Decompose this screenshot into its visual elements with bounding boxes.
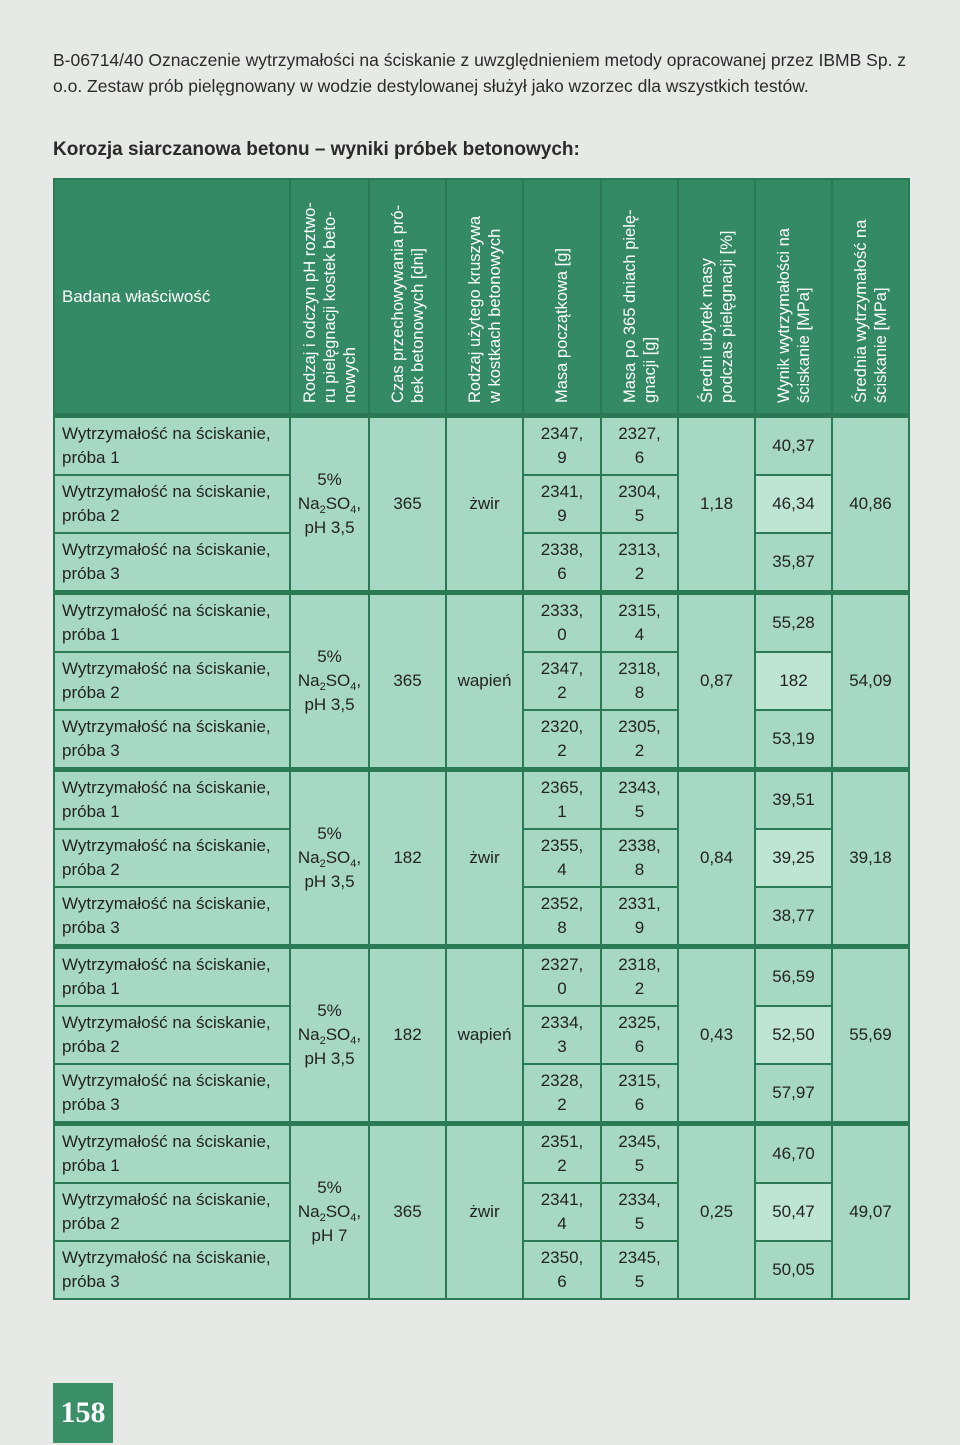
property-cell [54,710,290,770]
mass-loss-cell: 0,43 [678,947,755,1124]
mass-after-cell [601,652,678,710]
mass-after-value: 2313, 2 [618,540,661,583]
formula-so: SO [325,671,351,690]
header-mean-strength [832,179,909,416]
formula-sub-2: 2 [319,1035,326,1047]
initial-mass-cell [523,829,601,887]
formula-comma: , [356,1025,362,1044]
initial-mass-value: 2352, 8 [540,894,584,937]
storage-days-cell: 182 [369,947,446,1124]
formula-na: Na [297,848,320,867]
table-row [54,1124,909,1184]
aggregate-cell: żwir [446,416,523,593]
formula-comma: , [356,1202,362,1221]
property-label: Wytrzymałość na ściskanie, próba 3 [62,540,271,583]
mass-after-value: 2343, 5 [618,778,661,821]
strength-cell: 50,47 [755,1183,832,1241]
table-body [54,416,909,1300]
environment-formula [291,1200,368,1224]
table-row [54,947,909,1007]
section-title: Korozja siarczanowa betonu – wyniki próbek betonowych: [53,139,580,160]
environment-ph: pH 7 [311,1226,348,1245]
mass-after-value: 2305, 2 [618,717,661,760]
mass-after-cell [601,1006,678,1064]
initial-mass-cell [523,710,601,770]
environment-formula [291,669,368,693]
storage-days-cell: 365 [369,593,446,770]
property-label: Wytrzymałość na ściskanie, próba 3 [62,1248,271,1291]
header-mass-loss-label: Średni ubytek masy podczas pielęgnacji [%] [697,230,736,403]
initial-mass-value: 2365, 1 [540,778,584,821]
property-cell [54,1006,290,1064]
mass-loss-cell: 0,87 [678,593,755,770]
mass-loss-cell: 0,25 [678,1124,755,1300]
initial-mass-cell [523,1183,601,1241]
table-row [54,416,909,476]
initial-mass-cell [523,1241,601,1299]
formula-na: Na [297,671,320,690]
table-row [54,593,909,653]
initial-mass-value: 2351, 2 [540,1132,584,1175]
property-label: Wytrzymałość na ściskanie, próba 2 [62,659,271,702]
formula-so: SO [325,494,351,513]
property-cell [54,533,290,593]
property-cell [54,475,290,533]
mass-after-value: 2315, 4 [618,601,661,644]
property-cell [54,947,290,1007]
storage-days-cell: 365 [369,1124,446,1300]
header-strength [755,179,832,416]
property-cell [54,416,290,476]
mass-after-cell [601,887,678,947]
strength-cell: 57,97 [755,1064,832,1124]
mass-after-cell [601,947,678,1007]
initial-mass-cell [523,652,601,710]
formula-sub-2: 2 [319,504,326,516]
mean-strength-cell: 40,86 [832,416,909,593]
formula-sub-4: 4 [350,504,357,516]
header-property: Badana właściwość [54,179,290,416]
initial-mass-value: 2347, 2 [540,659,584,702]
mass-after-value: 2318, 8 [618,659,661,702]
mass-after-value: 2345, 5 [618,1132,661,1175]
formula-comma: , [356,494,362,513]
strength-cell: 50,05 [755,1241,832,1299]
mass-after-cell [601,1064,678,1124]
property-label: Wytrzymałość na ściskanie, próba 1 [62,424,271,467]
mass-after-cell [601,593,678,653]
storage-days-cell: 365 [369,416,446,593]
property-label: Wytrzymałość na ściskanie, próba 2 [62,482,271,525]
initial-mass-cell [523,947,601,1007]
environment-pct: 5% [317,1001,342,1020]
environment-ph: pH 3,5 [304,695,355,714]
formula-na: Na [297,1202,320,1221]
mass-after-value: 2315, 6 [618,1071,661,1114]
header-storage-time [369,179,446,416]
mass-after-value: 2304, 5 [618,482,661,525]
formula-sub-2: 2 [319,1212,326,1224]
environment-pct: 5% [317,824,342,843]
initial-mass-value: 2347, 9 [540,424,584,467]
mass-after-value: 2325, 6 [618,1013,661,1056]
environment-pct: 5% [317,1178,342,1197]
header-mean-strength-label: Średnia wytrzymałość na ściskanie [MPa] [851,219,890,403]
mean-strength-cell: 55,69 [832,947,909,1124]
property-label: Wytrzymałość na ściskanie, próba 2 [62,1013,271,1056]
strength-cell: 40,37 [755,416,832,476]
environment-cell [290,593,369,770]
strength-cell: 35,87 [755,533,832,593]
mass-after-cell [601,1124,678,1184]
formula-so: SO [325,1202,351,1221]
mean-strength-cell: 39,18 [832,770,909,947]
strength-cell: 182 [755,652,832,710]
initial-mass-value: 2327, 0 [540,955,584,998]
header-mass-after-label: Masa po 365 dniach pielę- gnacji [g] [620,208,659,403]
environment-ph: pH 3,5 [304,518,355,537]
mass-after-cell [601,710,678,770]
strength-cell: 46,34 [755,475,832,533]
mass-after-value: 2334, 5 [618,1190,661,1233]
formula-sub-2: 2 [319,858,326,870]
environment-cell [290,947,369,1124]
storage-days-cell: 182 [369,770,446,947]
mass-after-value: 2338, 8 [618,836,661,879]
mass-after-cell [601,533,678,593]
environment-pct: 5% [317,647,342,666]
page-number: 158 [53,1383,113,1443]
strength-cell: 46,70 [755,1124,832,1184]
formula-sub-4: 4 [350,681,357,693]
environment-ph: pH 3,5 [304,1049,355,1068]
environment-cell [290,1124,369,1300]
formula-comma: , [356,671,362,690]
results-table [53,178,910,1300]
mass-after-value: 2345, 5 [618,1248,661,1291]
environment-cell [290,770,369,947]
property-label: Wytrzymałość na ściskanie, próba 2 [62,1190,271,1233]
formula-comma: , [356,848,362,867]
header-storage-time-label: Czas przechowywania pró- bek betonowych [dni] [388,204,427,403]
property-cell [54,770,290,830]
property-cell [54,887,290,947]
mass-after-cell [601,1241,678,1299]
header-aggregate [446,179,523,416]
formula-na: Na [297,1025,320,1044]
initial-mass-cell [523,475,601,533]
mass-after-value: 2318, 2 [618,955,661,998]
mass-loss-cell: 1,18 [678,416,755,593]
strength-cell: 39,51 [755,770,832,830]
property-label: Wytrzymałość na ściskanie, próba 1 [62,601,271,644]
property-label: Wytrzymałość na ściskanie, próba 3 [62,717,271,760]
mass-after-cell [601,770,678,830]
initial-mass-cell [523,1064,601,1124]
initial-mass-value: 2341, 4 [540,1190,584,1233]
header-initial-mass [523,179,601,416]
property-label: Wytrzymałość na ściskanie, próba 3 [62,894,271,937]
formula-sub-4: 4 [350,858,357,870]
intro-paragraph: B-06714/40 Oznaczenie wytrzymałości na ściskanie z uwzględnieniem metody opracowanej przez IBMB Sp. z o.o. Zestaw prób pielęgnowany w wodzie destylowanej służył jako wzorzec dla wszystkich testów. [53,50,907,96]
initial-mass-value: 2338, 6 [540,540,584,583]
mass-loss-cell: 0,84 [678,770,755,947]
property-cell [54,829,290,887]
initial-mass-value: 2341, 9 [540,482,584,525]
initial-mass-value: 2320, 2 [540,717,584,760]
property-label: Wytrzymałość na ściskanie, próba 1 [62,1132,271,1175]
strength-cell: 38,77 [755,887,832,947]
property-cell [54,1064,290,1124]
mean-strength-cell: 54,09 [832,593,909,770]
property-label: Wytrzymałość na ściskanie, próba 2 [62,836,271,879]
mass-after-value: 2331, 9 [618,894,661,937]
property-label: Wytrzymałość na ściskanie, próba 1 [62,955,271,998]
strength-cell: 55,28 [755,593,832,653]
strength-cell: 53,19 [755,710,832,770]
mean-strength-cell: 49,07 [832,1124,909,1300]
environment-formula [291,846,368,870]
initial-mass-cell [523,770,601,830]
property-cell [54,593,290,653]
header-mass-loss [678,179,755,416]
property-cell [54,1241,290,1299]
environment-cell [290,416,369,593]
aggregate-cell: żwir [446,1124,523,1300]
aggregate-cell: wapień [446,593,523,770]
initial-mass-cell [523,1006,601,1064]
initial-mass-value: 2350, 6 [540,1248,584,1291]
property-cell [54,1124,290,1184]
header-aggregate-label: Rodzaj użytego kruszywa w kostkach betonowych [465,215,504,403]
header-environment [290,179,369,416]
initial-mass-cell [523,887,601,947]
aggregate-cell: żwir [446,770,523,947]
environment-pct: 5% [317,470,342,489]
formula-so: SO [325,848,351,867]
mass-after-cell [601,475,678,533]
initial-mass-cell [523,593,601,653]
header-mass-after [601,179,678,416]
property-cell [54,1183,290,1241]
initial-mass-value: 2355, 4 [540,836,584,879]
formula-sub-4: 4 [350,1035,357,1047]
strength-cell: 52,50 [755,1006,832,1064]
mass-after-cell [601,829,678,887]
initial-mass-value: 2334, 3 [540,1013,584,1056]
header-row [54,179,909,416]
formula-na: Na [297,494,320,513]
formula-sub-2: 2 [319,681,326,693]
mass-after-cell [601,416,678,476]
aggregate-cell: wapień [446,947,523,1124]
formula-sub-4: 4 [350,1212,357,1224]
initial-mass-cell [523,533,601,593]
initial-mass-value: 2328, 2 [540,1071,584,1114]
property-cell [54,652,290,710]
header-strength-label: Wynik wytrzymałości na ściskanie [MPa] [774,227,813,403]
strength-cell: 39,25 [755,829,832,887]
header-initial-mass-label: Masa początkowa [g] [553,247,571,403]
initial-mass-value: 2333, 0 [540,601,584,644]
mass-after-cell [601,1183,678,1241]
mass-after-value: 2327, 6 [618,424,661,467]
initial-mass-cell [523,416,601,476]
property-label: Wytrzymałość na ściskanie, próba 1 [62,778,271,821]
environment-ph: pH 3,5 [304,872,355,891]
header-environment-label: Rodzaj i odczyn pH roztwo- ru pielęgnacji kostek beto- nowych [300,201,359,403]
table-row [54,770,909,830]
environment-formula [291,1023,368,1047]
formula-so: SO [325,1025,351,1044]
property-label: Wytrzymałość na ściskanie, próba 3 [62,1071,271,1114]
initial-mass-cell [523,1124,601,1184]
strength-cell: 56,59 [755,947,832,1007]
environment-formula [291,492,368,516]
